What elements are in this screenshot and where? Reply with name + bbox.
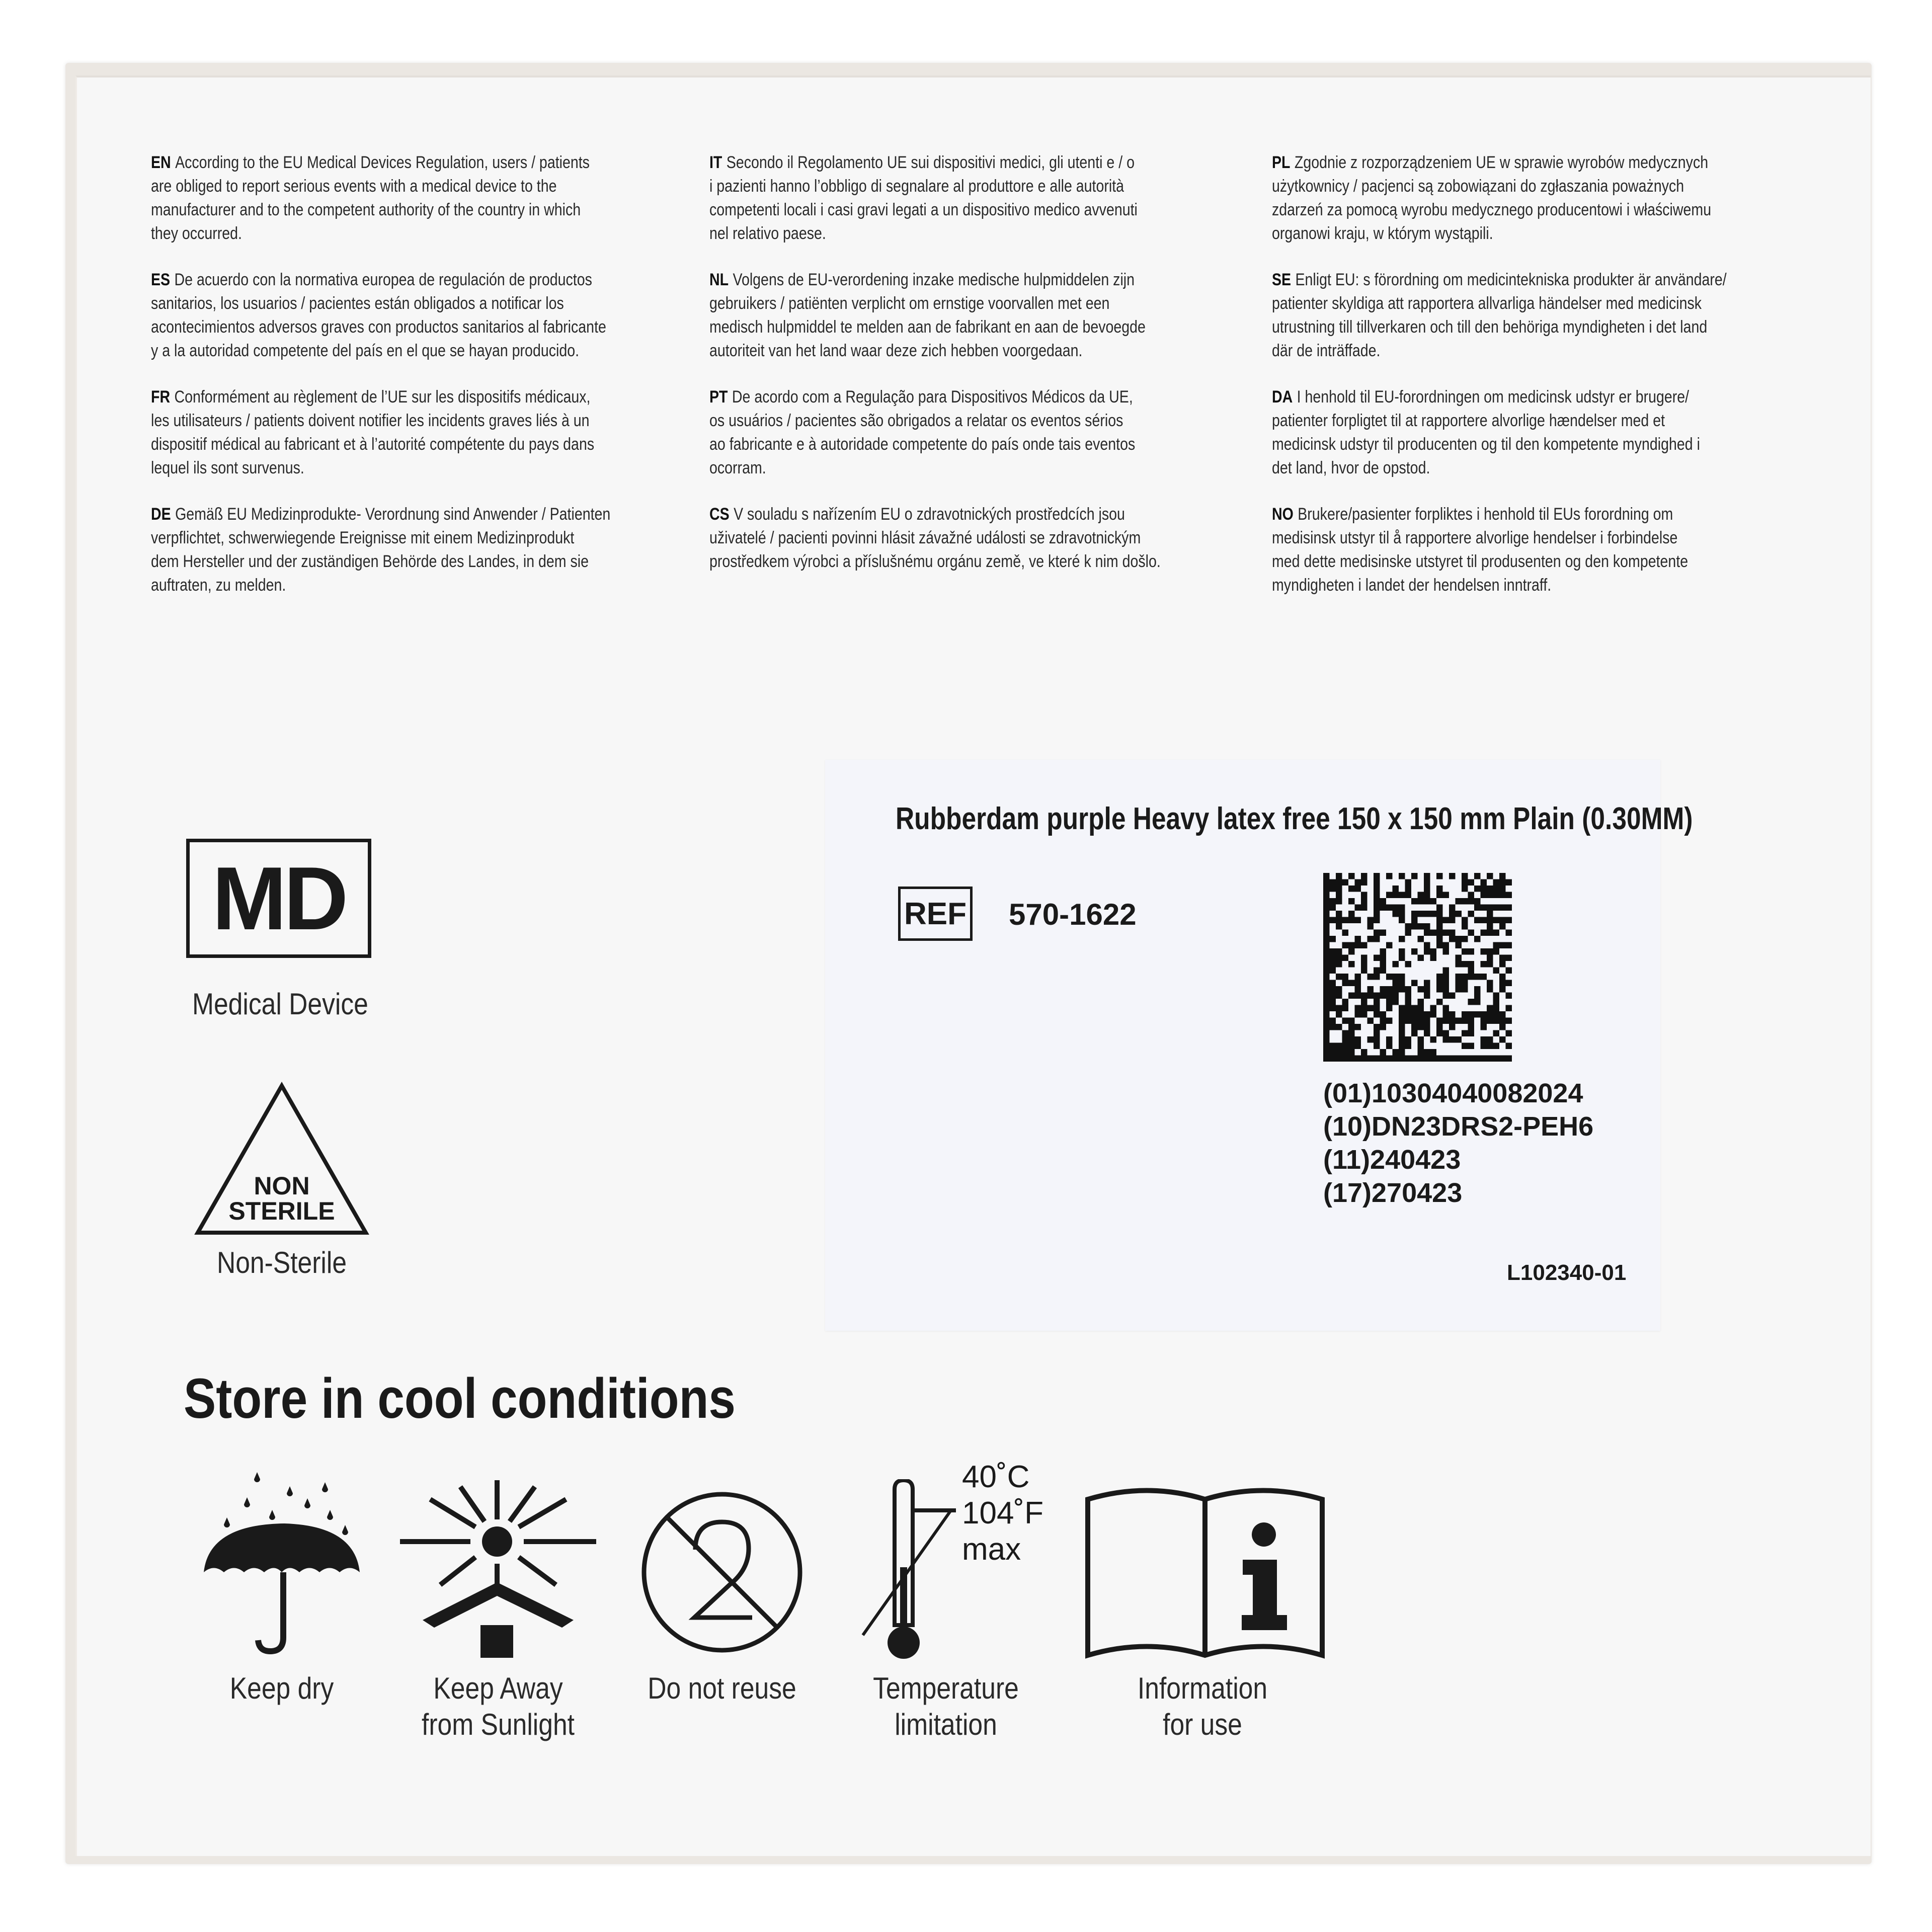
- notice-text: Secondo il Regolamento UE sui dispositivi medici, gli utenti e / o: [726, 153, 1135, 172]
- notice-line: [709, 433, 1255, 456]
- notice-no: [1272, 503, 1817, 597]
- notice-line: [709, 550, 1255, 574]
- product-label: [825, 760, 1660, 1331]
- notice-pt: [709, 385, 1255, 480]
- notice-line: [1272, 433, 1817, 456]
- notice-line: [1272, 339, 1817, 363]
- notice-line: [709, 222, 1255, 246]
- keep-away-sunlight-caption: [412, 1670, 585, 1743]
- no-reuse-icon: [639, 1489, 805, 1655]
- umbrella-icon: [199, 1469, 365, 1660]
- info-book-icon: [1082, 1479, 1328, 1660]
- language-code: CS: [709, 505, 730, 524]
- notice-line: [709, 409, 1255, 433]
- notice-text: ocorram.: [709, 458, 766, 477]
- notice-text: acontecimientos adversos graves con productos sanitarios al fabricante: [151, 317, 606, 337]
- notice-text: V souladu s nařízením EU o zdravotnických prostředcích jsou: [734, 505, 1125, 524]
- notice-text: dem Hersteller und der zuständigen Behörde des Landes, in dem sie: [151, 552, 589, 571]
- temperature-limit-text: [962, 1459, 1043, 1568]
- keep-dry-caption: [195, 1670, 368, 1707]
- notice-text: utrustning till tillverkaren och till den behöriga myndigheten i det land: [1272, 317, 1708, 337]
- notice-line: [709, 315, 1255, 339]
- notice-text: nel relativo paese.: [709, 224, 826, 243]
- notice-line: [151, 503, 696, 526]
- notice-line: [709, 292, 1255, 315]
- notice-line: [1272, 574, 1817, 597]
- caption-line: limitation: [895, 1708, 997, 1741]
- notice-line: [151, 339, 696, 363]
- language-code: EN: [151, 153, 171, 172]
- notice-line: [151, 175, 696, 198]
- notice-line: [151, 292, 696, 315]
- notice-line: [151, 550, 696, 574]
- notice-text: medicinsk udstyr til producenten og til den kompetente myndighed i: [1272, 435, 1700, 454]
- temperature-fahrenheit: 104˚F: [962, 1496, 1043, 1531]
- notice-text: sanitarios, los usuarios / pacientes están obligados a notificar los: [151, 294, 564, 313]
- notice-line: [709, 526, 1255, 550]
- udi-production-date: (11)240423: [1323, 1145, 1461, 1175]
- notice-line: [151, 222, 696, 246]
- notice-text: lequel ils sont survenus.: [151, 458, 304, 477]
- do-not-reuse-caption: [635, 1670, 809, 1707]
- product-title: Rubberdam purple Heavy latex free 150 x 150 mm Plain (0.30MM): [896, 801, 1693, 836]
- notice-line: [1272, 315, 1817, 339]
- notice-fr: [151, 385, 696, 480]
- notice-text: i pazienti hanno l’obbligo di segnalare al produttore e alle autorità: [709, 177, 1124, 196]
- notice-line: [1272, 151, 1817, 175]
- notice-text: Enligt EU: s förordning om medicintekniska produkter är användare/: [1295, 270, 1727, 289]
- language-code: NO: [1272, 505, 1294, 524]
- notice-text: are obliged to report serious events with a medical device to the: [151, 177, 557, 196]
- notice-line: [709, 385, 1255, 409]
- notice-es: [151, 268, 696, 363]
- datamatrix-icon: [1323, 873, 1512, 1062]
- caption-line: from Sunlight: [421, 1708, 575, 1741]
- notice-cs: [709, 503, 1255, 574]
- notice-line: [151, 526, 696, 550]
- language-code: DE: [151, 505, 171, 524]
- notice-de: [151, 503, 696, 597]
- notice-da: [1272, 385, 1817, 480]
- temperature-limitation-caption: [859, 1670, 1032, 1743]
- thermometer-icon: [855, 1479, 971, 1665]
- notice-en: [151, 151, 696, 246]
- temperature-celsius: 40˚C: [962, 1460, 1030, 1494]
- notice-line: [1272, 526, 1817, 550]
- caption-line: Temperature: [873, 1671, 1019, 1705]
- notice-text: ao fabricante e à autoridade competente do país onde tais eventos: [709, 435, 1136, 454]
- language-code: ES: [151, 270, 171, 289]
- notice-line: [1272, 550, 1817, 574]
- notice-text: det land, hvor de opstod.: [1272, 458, 1430, 477]
- notice-line: [709, 268, 1255, 292]
- notice-line: [151, 315, 696, 339]
- notice-line: [1272, 292, 1817, 315]
- notice-text: verpflichtet, schwerwiegende Ereignisse mit einem Medizinprodukt: [151, 528, 575, 547]
- notice-pl: [1272, 151, 1817, 246]
- ref-number: 570-1622: [1009, 898, 1137, 931]
- notice-text: där de inträffade.: [1272, 341, 1381, 360]
- notice-text: les utilisateurs / patients doivent notifier les incidents graves liés à un: [151, 411, 590, 430]
- caption-line: Keep dry: [229, 1671, 334, 1705]
- notice-text: patienter forpligtet til at rapportere alvorlige hændelser med et: [1272, 411, 1665, 430]
- notice-line: [151, 409, 696, 433]
- notice-text: gebruikers / patiënten verplicht om ernstige voorvallen met een: [709, 294, 1110, 313]
- caption-line: for use: [1163, 1708, 1242, 1741]
- notice-text: patienter skyldiga att rapportera allvarliga händelser med medicinsk: [1272, 294, 1702, 313]
- notice-line: [709, 198, 1255, 222]
- ref-symbol: REF: [898, 887, 973, 941]
- notice-line: [151, 456, 696, 480]
- language-code: SE: [1272, 270, 1292, 289]
- notice-line: [151, 385, 696, 409]
- notice-line: [1272, 175, 1817, 198]
- notice-line: [709, 175, 1255, 198]
- notice-text: zdarzeń za pomocą wyrobu medycznego producentowi i właściwemu: [1272, 200, 1712, 219]
- notice-text: manufacturer and to the competent authority of the country in which: [151, 200, 581, 219]
- notice-nl: [709, 268, 1255, 363]
- notice-line: [1272, 222, 1817, 246]
- md-symbol-icon: MD: [186, 839, 371, 958]
- notice-line: [1272, 409, 1817, 433]
- notice-line: [1272, 456, 1817, 480]
- notice-text: auftraten, zu melden.: [151, 576, 286, 595]
- notice-text: According to the EU Medical Devices Regulation, users / patients: [175, 153, 590, 172]
- notice-text: Conformément au règlement de l’UE sur les dispositifs médicaux,: [174, 387, 591, 407]
- notice-line: [1272, 503, 1817, 526]
- udi-codes: [1323, 1077, 1593, 1210]
- notice-text: I henhold til EU-forordningen om medicinsk udstyr er brugere/: [1297, 387, 1689, 407]
- notice-text: De acuerdo con la normativa europea de regulación de productos: [174, 270, 592, 289]
- md-caption: Medical Device: [192, 987, 368, 1021]
- language-code: PL: [1272, 153, 1291, 172]
- notice-text: użytkownicy / pacjenci są zobowiązani do zgłaszania poważnych: [1272, 177, 1684, 196]
- language-code: PT: [709, 387, 728, 407]
- sunlight-icon: [400, 1479, 596, 1660]
- notice-text: they occurred.: [151, 224, 242, 243]
- notice-text: Brukere/pasienter forpliktes i henhold til EUs forordning om: [1298, 505, 1673, 524]
- notice-text: uživatelé / pacienti povinni hlásit závažné události se zdravotnickým: [709, 528, 1141, 547]
- notice-line: [1272, 385, 1817, 409]
- notice-line: [709, 151, 1255, 175]
- udi-lot: (10)DN23DRS2-PEH6: [1323, 1111, 1594, 1142]
- notice-line: [151, 151, 696, 175]
- notice-line: [1272, 198, 1817, 222]
- regulatory-column-3: [1272, 151, 1728, 620]
- notice-it: [709, 151, 1255, 246]
- language-code: NL: [709, 270, 729, 289]
- udi-gtin: (01)10304040082024: [1323, 1078, 1583, 1108]
- notice-line: [151, 198, 696, 222]
- notice-text: De acordo com a Regulação para Dispositivos Médicos da UE,: [732, 387, 1133, 407]
- notice-text: y a la autoridad competente del país en el que se hayan producido.: [151, 341, 580, 360]
- notice-se: [1272, 268, 1817, 363]
- notice-text: prostředkem výrobci a příslušnému orgánu země, ve které k nim došlo.: [709, 552, 1161, 571]
- information-for-use-caption: [1116, 1670, 1289, 1743]
- label-code: L102340-01: [1507, 1260, 1627, 1285]
- notice-text: competenti locali i casi gravi legati a un dispositivo medico avvenuti: [709, 200, 1138, 219]
- regulatory-column-2: [709, 151, 1166, 596]
- regulatory-column-1: [151, 151, 611, 620]
- notice-text: dispositif médical au fabricant et à l’autorité compétente du pays dans: [151, 435, 595, 454]
- notice-text: Zgodnie z rozporządzeniem UE w sprawie wyrobów medycznych: [1294, 153, 1709, 172]
- notice-text: Volgens de EU-verordening inzake medische hulpmiddelen zijn: [733, 270, 1135, 289]
- caption-line: Information: [1137, 1671, 1268, 1705]
- notice-text: Gemäß EU Medizinprodukte- Verordnung sind Anwender / Patienten: [175, 505, 611, 524]
- notice-text: medisch hulpmiddel te melden aan de fabrikant en aan de bevoegde: [709, 317, 1146, 337]
- udi-expiry-date: (17)270423: [1323, 1178, 1463, 1208]
- notice-text: med dette medisinske utstyret til produsenten og den kompetente: [1272, 552, 1688, 571]
- language-code: FR: [151, 387, 171, 407]
- notice-text: os usuários / pacientes são obrigados a relatar os eventos sérios: [709, 411, 1123, 430]
- notice-text: organowi kraju, w którym wystąpili.: [1272, 224, 1493, 243]
- notice-line: [1272, 268, 1817, 292]
- notice-line: [151, 574, 696, 597]
- caption-line: Keep Away: [433, 1671, 563, 1705]
- notice-line: [709, 456, 1255, 480]
- non-sterile-line2: STERILE: [228, 1197, 335, 1225]
- notice-text: medisinsk utstyr til å rapportere alvorlige hendelser i forbindelse: [1272, 528, 1678, 547]
- notice-line: [709, 503, 1255, 526]
- notice-text: myndigheten i landet der hendelsen inntraff.: [1272, 576, 1552, 595]
- notice-text: autoriteit van het land waar deze zich hebben voorgedaan.: [709, 341, 1083, 360]
- notice-line: [151, 268, 696, 292]
- notice-line: [709, 339, 1255, 363]
- language-code: IT: [709, 153, 722, 172]
- non-sterile-caption: Non-Sterile: [216, 1246, 347, 1279]
- storage-heading: Store in cool conditions: [184, 1367, 736, 1430]
- temperature-max: max: [962, 1532, 1021, 1567]
- non-sterile-line1: NON: [254, 1172, 310, 1200]
- notice-line: [151, 433, 696, 456]
- caption-line: Do not reuse: [648, 1671, 796, 1705]
- language-code: DA: [1272, 387, 1293, 407]
